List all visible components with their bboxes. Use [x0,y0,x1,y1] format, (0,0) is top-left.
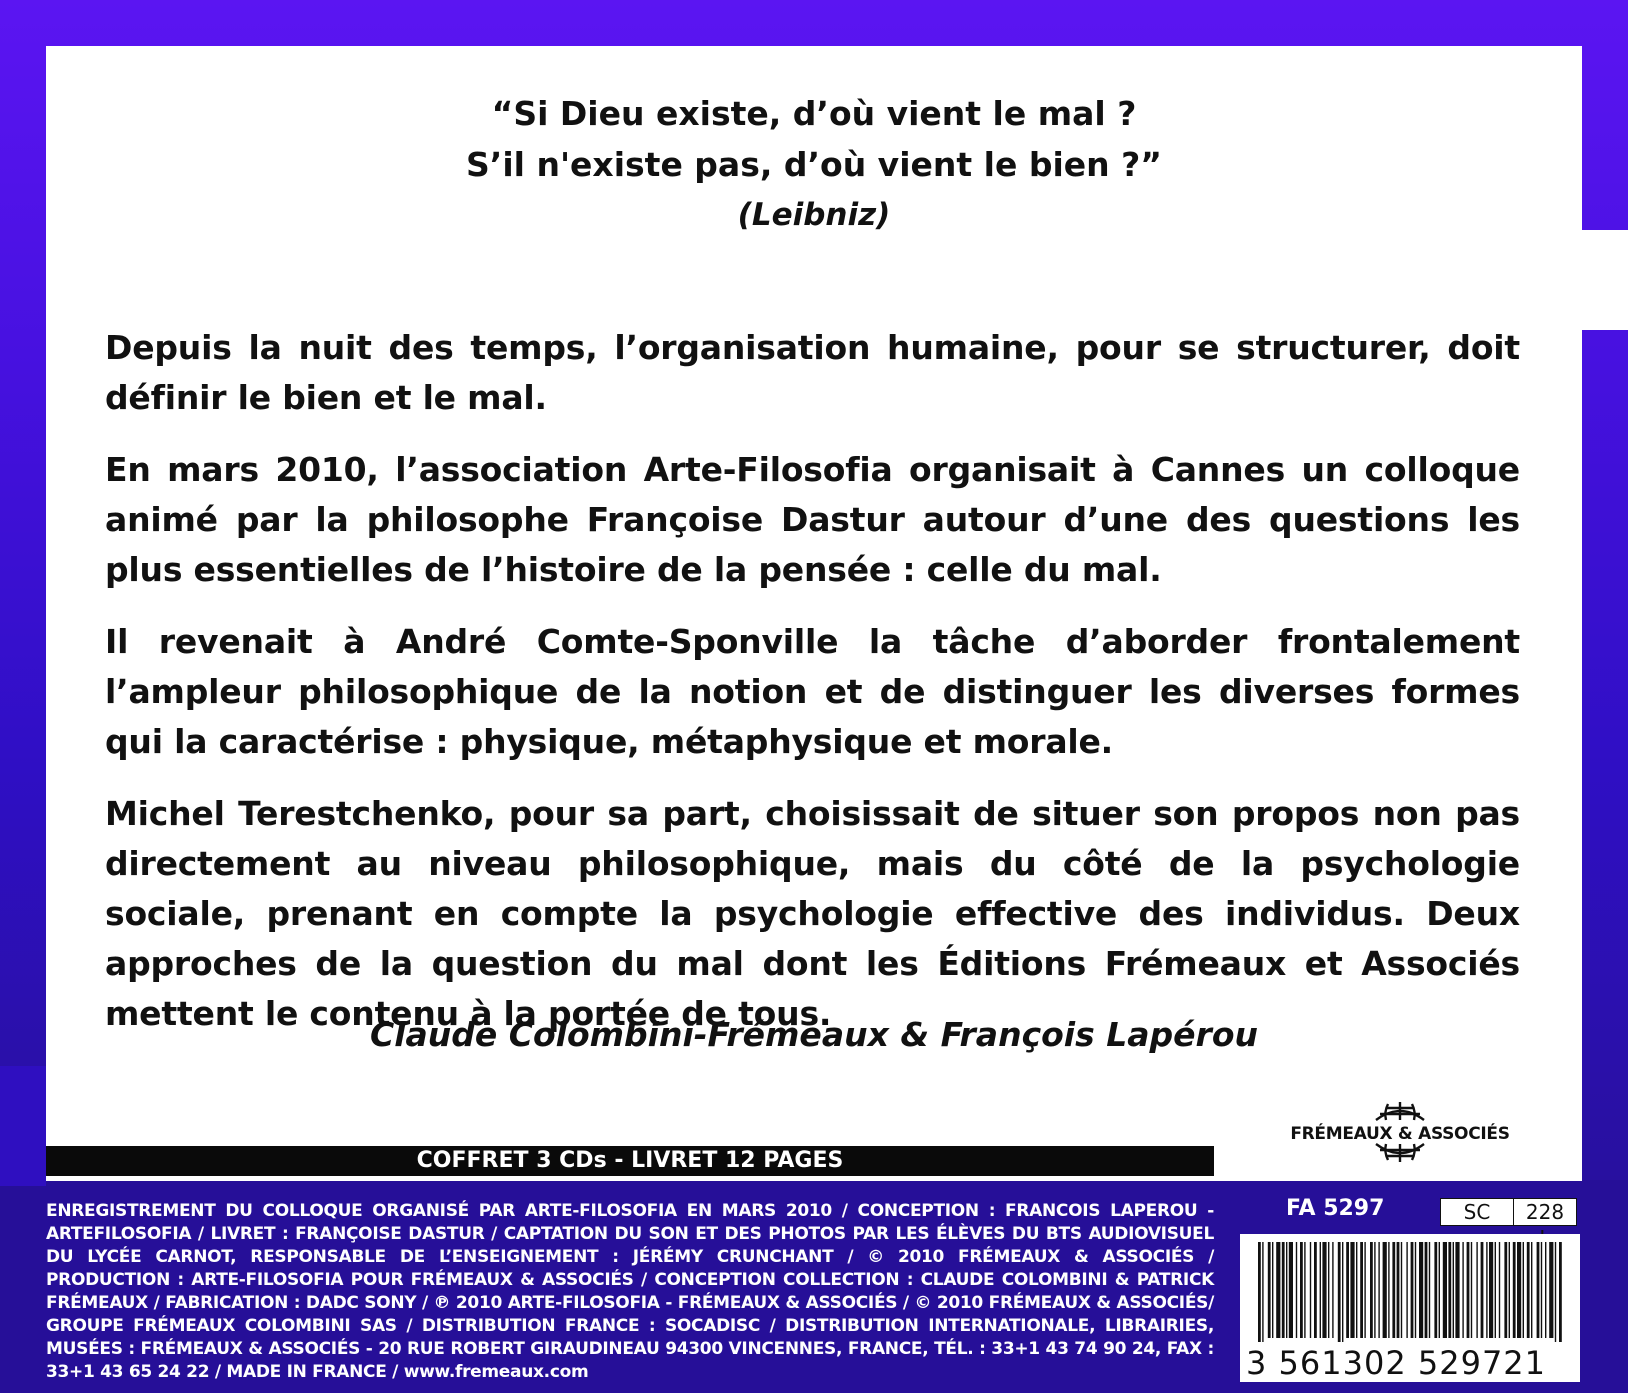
barcode [1240,1234,1580,1382]
publisher-logo [1280,1098,1520,1164]
price-codes [1440,1198,1577,1226]
description [105,323,1520,1061]
signature: Claude Colombini-Frémeaux & François Lapérou [370,1015,1258,1054]
paragraph-2: En mars 2010, l’association Arte-Filosofia organisait à Cannes un colloque animé par la philosophe Françoise Dastur autour d’une des questions les plus essentielles de l’histoire de la pensée : celle du mal. [105,450,1520,589]
price-code: 228 [1514,1198,1577,1226]
quote-line-1: “Si Dieu existe, d’où vient le mal ? [491,94,1137,133]
paragraph-4: Michel Terestchenko, pour sa part, choisissait de situer son propos non pas directement au niveau philosophique, mais du côté de la psychologie sociale, prenant en compte la psychologie effective des individus. Deux approches de la question du mal dont les Éditions Frémeaux et Associés mettent le contenu à la portée de tous. [105,794,1520,1033]
left-blue-notch [0,1066,46,1186]
quote-line-2: S’il n'existe pas, d’où vient le bien ?” [466,145,1162,184]
coffret-banner: COFFRET 3 CDs - LIVRET 12 PAGES [46,1146,1214,1176]
logo-text: FRÉMEAUX & ASSOCIÉS [1290,1124,1510,1144]
credits-text: ENREGISTREMENT DU COLLOQUE ORGANISÉ PAR ARTE-FILOSOFIA EN MARS 2010 / CONCEPTION : FRANCOIS LAPEROU - ARTEFILOSOFIA / LIVRET : FRANÇOISE DASTUR / CAPTATION DU SON ET DES PHOTOS PAR LES ÉLÈVES DU BTS AUDIOVISUEL DU LYCÉE CARNOT, RESPONSABLE DE L’ENSEIGNEMENT : JÉRÉMY CRUNCHANT / © 2010 FRÉMEAUX & ASSOCIÉS / PRODUCTION : ARTE-FILOSOFIA POUR FRÉMEAUX & ASSOCIÉS / CONCEPTION COLLECTION : CLAUDE COLOMBINI & PATRICK FRÉMEAUX / FABRICATION : DADC SONY / ℗ 2010 ARTE-FILOSOFIA - FRÉMEAUX & ASSOCIÉS / © 2010 FRÉMEAUX & ASSOCIÉS/ GROUPE FRÉMEAUX COLOMBINI SAS / DISTRIBUTION FRANCE : SOCADISC / DISTRIBUTION INTERNATIONALE, LIBRAIRIES, MUSÉES : FRÉMEAUX & ASSOCIÉS - 20 RUE ROBERT GIRAUDINEAU 94300 VINCENNES, FRANCE, TÉL. : 33+1 43 74 90 24, FAX : 33+1 43 65 24 22 / MADE IN FRANCE / www.fremeaux.com [46,1201,1214,1382]
barcode-digits: 3 561302 529721 [1246,1344,1547,1382]
catalog-number: FA 5297 [1286,1196,1385,1221]
quote-author: (Leibniz) [737,197,891,233]
paragraph-3: Il revenait à André Comte-Sponville la tâche d’aborder frontalement l’ampleur philosophique de la notion et de distinguer les diverses formes qui la caractérise : physique, métaphysique et morale. [105,622,1520,761]
barcode-icon [1254,1242,1566,1342]
sc-code: SC [1440,1198,1514,1226]
right-white-band [1582,230,1628,330]
paragraph-1: Depuis la nuit des temps, l’organisation humaine, pour se structurer, doit définir le bien et le mal. [105,328,1520,417]
